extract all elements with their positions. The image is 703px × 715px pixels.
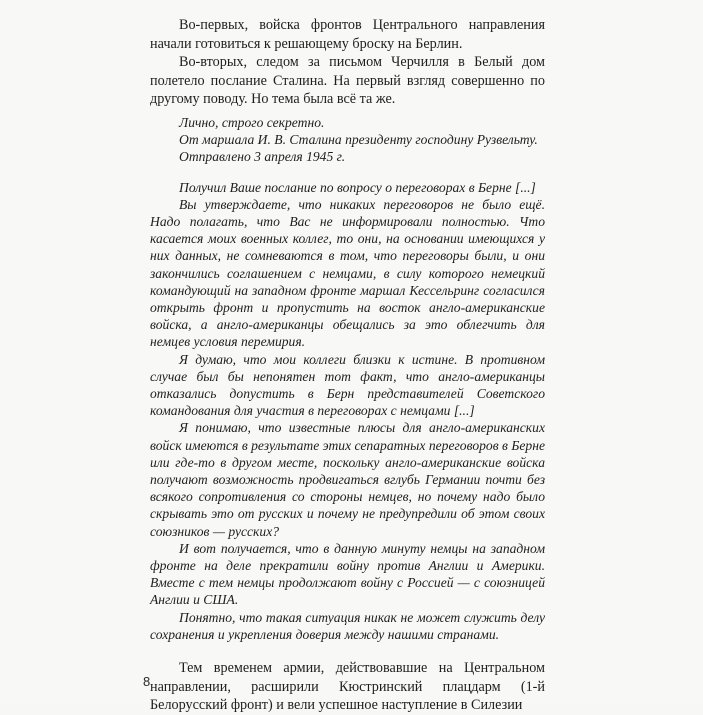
closing-paragraph: Тем временем армии, действовавшие на Центральном направлении, расширили Кюстринский плацдарм (1-й Белорусский фронт) и вели успешное наступление в Силезии (150, 660, 545, 714)
intro-paragraph-2: Во-вторых, следом за письмом Черчилля в Белый дом полетело послание Сталина. На первый взгляд совершенно по другому поводу. Но тема была всё та же. (150, 54, 545, 108)
text-column (150, 16, 545, 715)
intro-paragraph-1: Во-первых, войска фронтов Центрального направления начали готовиться к решающему броску на Берлин. (150, 17, 545, 52)
page-number: 8 (143, 674, 151, 689)
letter-sent-date: Отправлено 3 апреля 1945 г. (179, 149, 346, 165)
letter-paragraph-5: И вот получается, что в данную минуту немцы на западном фронте на деле прекратили войну против Англии и Америки. Вместе с тем немцы продолжают войну с Россией — с союзницей Англии и США. (150, 540, 545, 608)
spacer (150, 643, 545, 659)
letter-from-to: От маршала И. В. Сталина президенту господину Рузвельту. (179, 132, 538, 148)
letter-paragraph-2: Вы утверждаете, что никаких переговоров не было ещё. Надо полагать, что Вас не информировали полностью. Что касается моих военных коллег, то они, на основании имеющихся у них данных, не сомневаются в том, что переговоры были, и они закончились соглашением с немцами, в силу которого немецкий командующий на западном фронте маршал Кессельринг согласился открыть фронт и пропустить на восток англо-американские войска, а англо-американцы обещались за это облегчить для немцев условия перемирия. (150, 196, 545, 350)
letter-paragraph-4: Я понимаю, что известные плюсы для англо-американских войск имеются в результате этих сепаратных переговоров в Берне или где-то в другом месте, поскольку англо-американские войска получают возможность продвигаться вглубь Германии почти без всякого сопротивления со стороны немцев, но почему надо было скрывать это от русских и почему не предупредили об этом своих союзников — русских? (150, 420, 545, 539)
letter-paragraph-3: Я думаю, что мои коллеги близки к истине. В противном случае был бы непонятен тот факт, что англо-американцы отказались допустить в Берн представителей Советского командования для участия в переговорах с немцами [...] (150, 351, 545, 419)
letter-classification: Лично, строго секретно. (179, 114, 325, 130)
letter-paragraph-1: Получил Ваше послание по вопросу о переговорах в Берне [...] (179, 179, 536, 195)
spacer (150, 166, 545, 179)
letter-paragraph-6: Понятно, что такая ситуация никак не может служить делу сохранения и укрепления доверия между нашими странами. (150, 609, 545, 642)
